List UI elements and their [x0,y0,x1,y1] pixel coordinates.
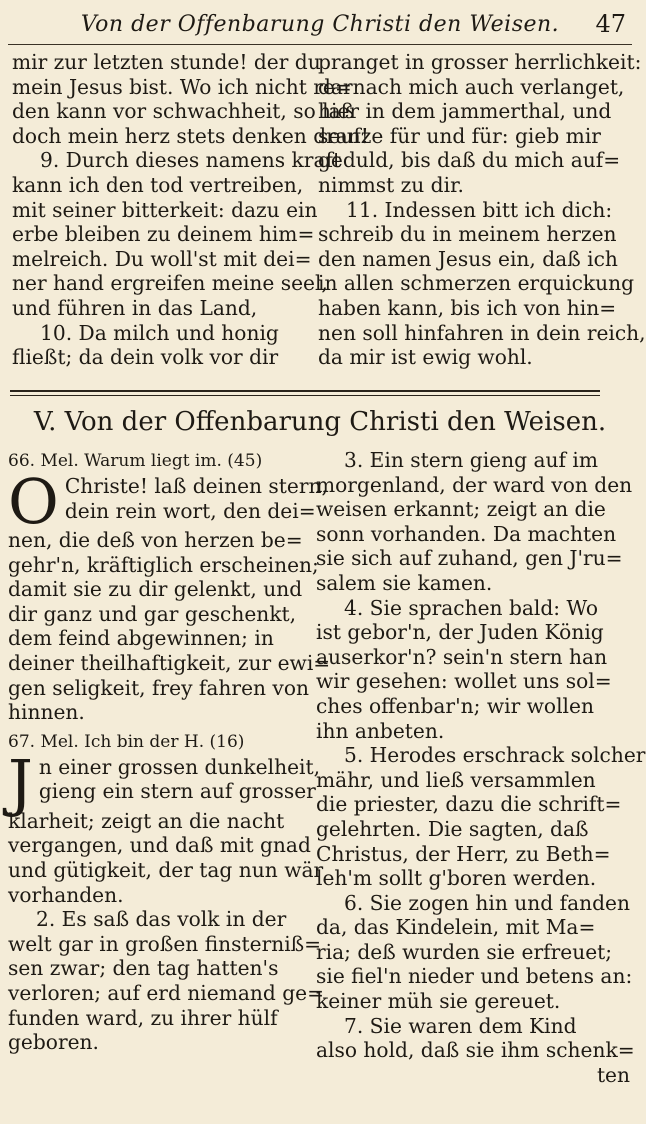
text-line: morgenland, der ward von den [316,472,633,497]
text-line: sie sich auf zuhand, gen J'ru= [316,546,623,571]
dropcap: O [8,465,59,538]
text-line: melreich. Du woll'st mit dei= [12,246,312,271]
text-line: mit seiner bitterkeit: dazu ein [12,197,318,222]
section-rule [10,390,600,392]
text-line: gieng ein stern auf grosser [38,779,316,804]
section-heading: V. Von der Offenbarung Christi den Weisen. [33,407,607,437]
text-line: darnach mich auch verlanget, [318,74,625,99]
text-line: haben kann, bis ich von hin= [318,295,617,320]
text-line: verloren; auf erd niemand ge= [8,980,325,1005]
text-line: welt gar in großen finsterniß= [8,931,322,956]
text-line: gelehrten. Die sagten, daß [316,816,589,841]
text-line: geduld, bis daß du mich auf= [318,148,621,173]
text-line: vorhanden. [8,882,124,907]
text-line: salem sie kamen. [316,570,493,595]
top-right-column [318,50,646,370]
text-line: ches offenbar'n; wir wollen [316,693,594,718]
top-left-column [12,50,369,370]
verse-line: 5. Herodes erschrack solcher [344,743,646,768]
hymn-66-heading: 66. Mel. Warum liegt im. (45) [8,451,263,471]
text-line: gehr'n, kräftiglich erscheinen; [8,552,319,577]
text-line: weisen erkannt; zeigt an die [316,497,606,522]
verse-line: 7. Sie waren dem Kind [344,1013,577,1038]
text-line: ist gebor'n, der Juden König [316,620,604,645]
text-line: funden ward, zu ihrer hülf [8,1005,278,1030]
text-line: Christus, der Herr, zu Beth= [316,841,611,866]
bottom-right-column [316,448,646,1087]
text-line: und gütigkeit, der tag nun wär [8,857,324,882]
text-line: klarheit; zeigt an die nacht [8,808,285,833]
text-line: erbe bleiben zu deinem him= [12,222,315,247]
verse-line: 4. Sie sprachen bald: Wo [344,595,599,620]
hymn-67-heading: 67. Mel. Ich bin der H. (16) [8,731,245,752]
text-line: den kann vor schwachheit, so laß [12,99,355,124]
verse-line: 9. Durch dieses namens kraft [40,148,342,173]
text-line: und führen in das Land, [12,295,258,320]
text-line: da mir ist ewig wohl. [318,345,533,370]
verse-line: 10. Da milch und honig [40,320,279,345]
text-line: nimmst zu dir. [318,172,464,197]
text-line: Christe! laß deinen stern, [64,474,328,498]
text-line: auserkor'n? sein'n stern han [316,644,608,669]
hymn-67-text [8,745,325,1055]
catchword: ten [596,1062,630,1087]
text-line: ria; deß wurden sie erfreuet; [316,939,613,964]
text-line: da, das Kindelein, mit Ma= [316,915,596,940]
text-line: geboren. [8,1030,99,1055]
text-line: seufze für und für: gieb mir [318,123,601,148]
verse-line: 2. Es saß das volk in der [36,907,287,932]
text-line: mein Jesus bist. Wo ich nicht re= [12,74,352,99]
text-line: wir gesehen: wollet uns sol= [316,669,612,694]
text-line: deiner theilhaftigkeit, zur ewi= [8,650,331,675]
verse-line: 11. Indessen bitt ich dich: [346,197,613,222]
text-line: in allen schmerzen erquickung [318,271,635,296]
text-line: n einer grossen dunkelheit, [38,754,321,779]
text-line: dem feind abgewinnen; in [8,626,274,651]
text-line: dir ganz und gar geschenkt, [8,601,297,626]
text-line: den namen Jesus ein, daß ich [318,246,618,271]
text-line: schreib du in meinem herzen [318,222,617,247]
text-line: pranget in grosser herrlichkeit: [318,50,642,74]
text-line: sonn vorhanden. Da machten [316,521,617,546]
text-line: vergangen, und daß mit gnad [8,833,311,858]
text-line: sie fiel'n nieder und betens an: [316,964,633,989]
bottom-left-column [8,448,331,1055]
section-rule-thin [10,395,600,396]
text-line: leh'm sollt g'boren werden. [316,866,597,891]
text-line: damit sie zu dir gelenkt, und [8,577,303,602]
dropcap: J [8,745,33,819]
header-rule [8,44,632,45]
hymn-66-text [8,465,331,725]
text-line: mir zur letzten stunde! der du [12,50,321,74]
text-line: sen zwar; den tag hatten's [8,956,279,981]
text-line: fließt; da dein volk vor dir [12,345,279,370]
text-line: die priester, dazu die schrift= [316,792,622,817]
text-line: also hold, daß sie ihm schenk= [316,1038,635,1063]
text-line: dein rein wort, den dei= [64,498,316,523]
text-line: doch mein herz stets denken dran! [12,123,369,148]
text-line: ihn anbeten. [316,718,445,743]
text-line: nen soll hinfahren in dein reich, [318,320,646,345]
text-line: mähr, und ließ versammlen [316,767,596,792]
running-head [10,6,630,42]
running-title: Von der Offenbarung Christi den Weisen. [80,11,560,37]
text-line: ner hand ergreifen meine seel, [12,271,328,296]
text-line: hinnen. [8,700,85,725]
page-number: 47 [595,10,626,38]
text-line: gen seligkeit, frey fahren von [8,675,309,700]
verse-line: 6. Sie zogen hin und fanden [344,890,631,915]
text-line: kann ich den tod vertreiben, [12,172,304,197]
text-line: hier in dem jammerthal, und [318,99,612,124]
verse-line: 3. Ein stern gieng auf im [344,448,598,472]
text-line: nen, die deß von herzen be= [8,528,303,552]
text-line: keiner müh sie gereuet. [316,989,561,1014]
